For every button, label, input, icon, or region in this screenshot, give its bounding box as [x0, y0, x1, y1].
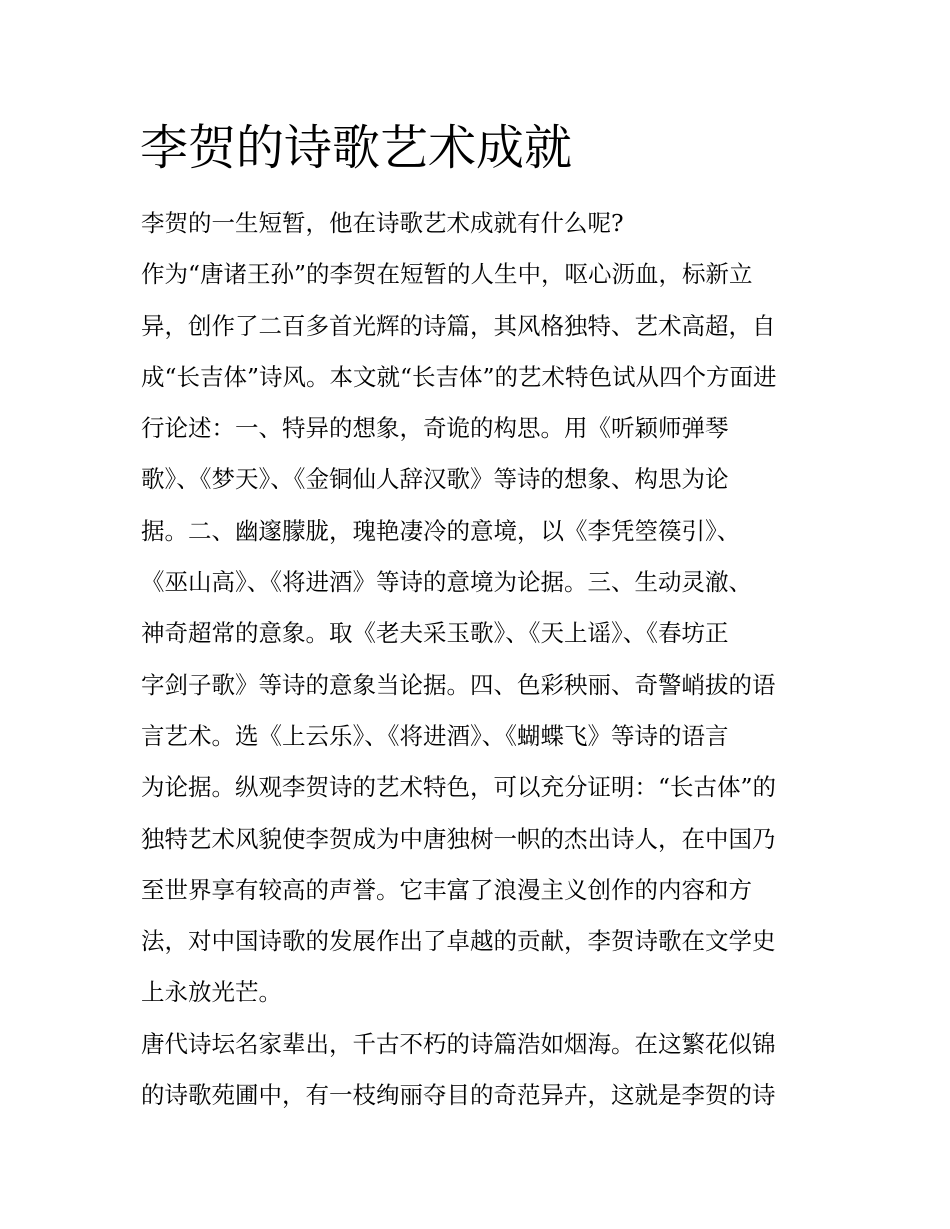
- text-line: 上永放光芒。: [141, 978, 282, 1007]
- document-body: [141, 198, 821, 1121]
- text-line: 异，创作了二百多首光辉的诗篇，其风格独特、艺术高超，自: [141, 311, 776, 340]
- text-line: 至世界享有较高的声誉。它丰富了浪漫主义创作的内容和方: [141, 875, 752, 904]
- text-line: 神奇超常的意象。取《老夫采玉歌》、《天上谣》、《春坊正: [141, 619, 729, 648]
- text-line: 独特艺术风貌使李贺成为中唐独树一帜的杰出诗人，在中国乃: [141, 824, 776, 853]
- text-line: 《巫山高》、《将进酒》等诗的意境为论据。三、生动灵澈、: [141, 568, 752, 597]
- document-title: 李贺的诗歌艺术成就: [140, 120, 573, 176]
- text-line: 唐代诗坛名家辈出，千古不朽的诗篇浩如烟海。在这繁花似锦: [141, 1029, 776, 1058]
- text-line: 字剑子歌》等诗的意象当论据。四、色彩秧丽、奇警峭拔的语: [141, 670, 776, 699]
- text-line: 歌》、《梦天》、《金铜仙人辞汉歌》等诗的想象、构思为论: [141, 465, 729, 494]
- text-line: 言艺术。选《上云乐》、《将进酒》、《蝴蝶飞》等诗的语言: [141, 721, 729, 750]
- text-line: 据。二、幽邃朦胧，瑰艳凄冷的意境，以《李凭箜篌引》、: [141, 516, 741, 545]
- text-line: 作为“唐诸王孙”的李贺在短暂的人生中，呕心沥血，标新立: [141, 260, 753, 289]
- text-line: 行论述：一、特异的想象，奇诡的构思。用《听颖师弹琴: [141, 414, 729, 443]
- text-line: 为论据。纵观李贺诗的艺术特色，可以充分证明：“长古体”的: [141, 773, 777, 802]
- text-line: 成“长吉体”诗风。本文就“长吉体”的艺术特色试从四个方面进: [141, 362, 777, 391]
- text-line: 李贺的一生短暂，他在诗歌艺术成就有什么呢?: [141, 209, 624, 237]
- text-line: 法，对中国诗歌的发展作出了卓越的贡献，李贺诗歌在文学史: [141, 927, 776, 956]
- text-line: 的诗歌苑圃中，有一枝绚丽夺目的奇范异卉，这就是李贺的诗: [141, 1081, 776, 1110]
